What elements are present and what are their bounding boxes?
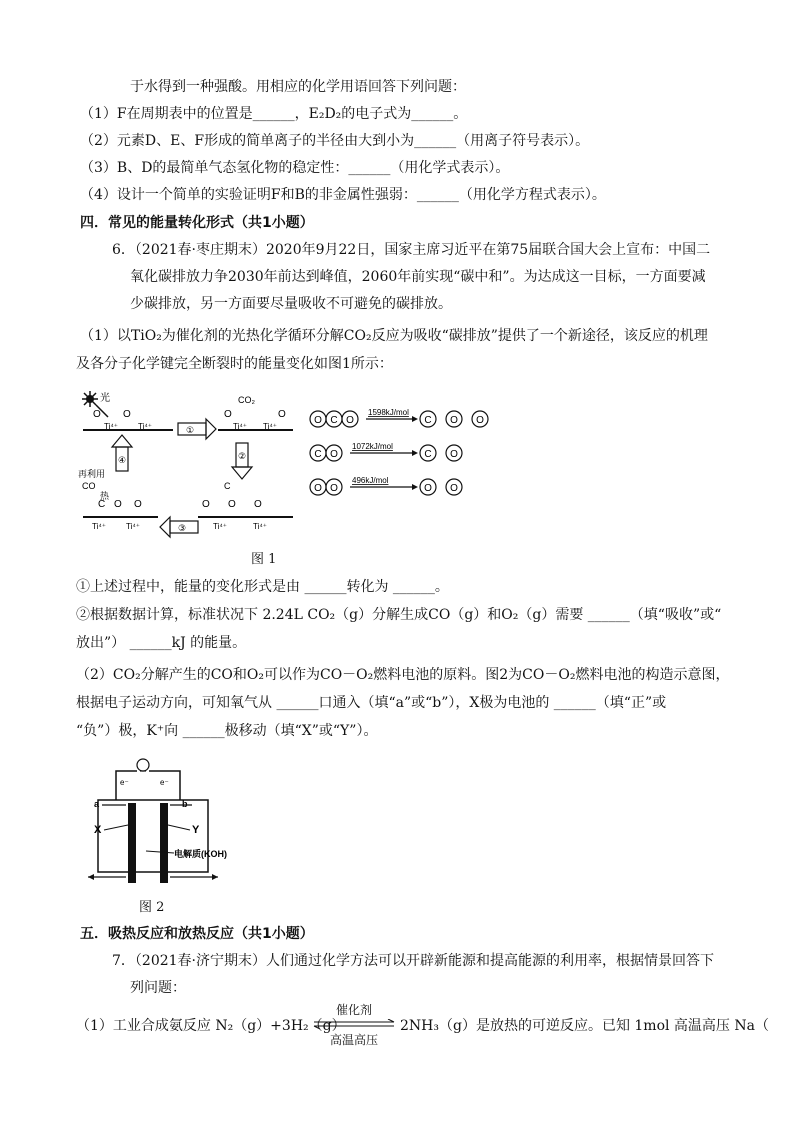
atom-label: O bbox=[450, 415, 458, 426]
electron-label-left: e⁻ bbox=[120, 778, 129, 787]
atom-label: O bbox=[450, 449, 458, 460]
atom-label: O bbox=[476, 415, 484, 426]
question-7-part-1-pre: （1）工业合成氨反应 N₂（g）+3H₂（g） bbox=[76, 1018, 346, 1034]
question-6-line-1: 6．（2021春·枣庄期末）2020年9月22日，国家主席习近平在第75届联合国大会上宣布：中国二 bbox=[112, 242, 711, 258]
svg-text:Ti⁴⁺: Ti⁴⁺ bbox=[263, 422, 278, 431]
question-part-4: （4）设计一个简单的实验证明F和B的非金属性强弱：______（用化学方程式表示）。 bbox=[80, 187, 606, 203]
atom-label: O bbox=[346, 415, 354, 426]
reuse-label: 再利用 bbox=[78, 469, 106, 479]
arrow-head bbox=[412, 484, 418, 490]
step-1-label: ① bbox=[186, 425, 195, 435]
arrow-head bbox=[412, 450, 418, 456]
svg-text:Ti⁴⁺: Ti⁴⁺ bbox=[233, 422, 248, 431]
question-part-1: （1）F在周期表中的位置是______，E₂D₂的电子式为______。 bbox=[80, 106, 468, 122]
svg-text:O: O bbox=[123, 409, 131, 420]
subquestion-2-line-2: 放出”） ______kJ 的能量。 bbox=[76, 635, 247, 651]
atom-label: O bbox=[330, 483, 338, 494]
subquestion-1: ①上述过程中，能量的变化形式是由 ______转化为 ______。 bbox=[76, 579, 449, 595]
atom-label: C bbox=[330, 415, 338, 426]
atom-label: O bbox=[314, 415, 322, 426]
section-heading-5: 五．吸热反应和放热反应（共1小题） bbox=[80, 926, 314, 942]
svg-text:O: O bbox=[278, 409, 286, 420]
svg-text:O: O bbox=[134, 499, 142, 510]
step-2-label: ② bbox=[238, 451, 247, 461]
atom-label: C bbox=[424, 449, 432, 460]
svg-text:C: C bbox=[224, 481, 231, 491]
question-part-3: （3）B、D的最简单气态氢化物的稳定性：______（用化学式表示）。 bbox=[80, 160, 510, 176]
svg-text:O: O bbox=[228, 499, 236, 510]
svg-text:O: O bbox=[114, 499, 122, 510]
arrow-head bbox=[412, 416, 418, 422]
atom-label: O bbox=[424, 483, 432, 494]
light-bulb-icon bbox=[137, 759, 149, 771]
figure-1-cycle-diagram bbox=[78, 385, 298, 545]
figure-2-fuel-cell-diagram bbox=[88, 755, 268, 890]
question-6-line-2: 氧化碳排放力争2030年前达到峰值，2060年前实现“碳中和”。为达成这一目标，一方面要减 bbox=[130, 269, 706, 285]
svg-text:Ti⁴⁺: Ti⁴⁺ bbox=[92, 522, 107, 531]
svg-text:O: O bbox=[224, 409, 232, 420]
co2-label: CO₂ bbox=[238, 395, 255, 405]
atom-label: C bbox=[314, 449, 322, 460]
svg-text:Ti⁴⁺: Ti⁴⁺ bbox=[104, 422, 119, 431]
reversible-arrow-icon bbox=[312, 1019, 396, 1029]
electron-label-right: e⁻ bbox=[160, 778, 169, 787]
atom-label: O bbox=[314, 483, 322, 494]
text-line: 于水得到一种强酸。用相应的化学用语回答下列问题： bbox=[130, 79, 466, 95]
question-6-part-1-line-2: 及各分子化学键完全断裂时的能量变化如图1所示： bbox=[76, 356, 393, 372]
question-7-line-1: 7．（2021春·济宁期末）人们通过化学方法可以开辟新能源和提高能源的利用率，根据情景回答下 bbox=[112, 953, 714, 969]
svg-text:Ti⁴⁺: Ti⁴⁺ bbox=[253, 522, 268, 531]
inlet-a-label: a bbox=[94, 799, 100, 809]
atom-label: C bbox=[424, 415, 432, 426]
co-label: CO bbox=[82, 481, 96, 491]
electrode-x-label: X bbox=[94, 824, 102, 836]
figure-2-caption: 图 2 bbox=[139, 900, 165, 915]
svg-text:Ti⁴⁺: Ti⁴⁺ bbox=[138, 422, 153, 431]
section-heading-4: 四．常见的能量转化形式（共1小题） bbox=[80, 215, 314, 231]
electrolyte-label: 电解质(KOH) bbox=[174, 849, 227, 859]
question-6-part-2-line-3: “负”）极，K⁺向 ______极移动（填“X”或“Y”）。 bbox=[76, 723, 378, 739]
bond-energy-label: 1072kJ/mol bbox=[352, 442, 393, 451]
svg-text:C: C bbox=[98, 499, 106, 510]
svg-text:Ti⁴⁺: Ti⁴⁺ bbox=[213, 522, 228, 531]
question-6-part-2-line-2: 根据电子运动方向，可知氧气从 ______口通入（填“a”或“b”），X极为电池的 ______（填“正”或 bbox=[76, 695, 667, 711]
subquestion-2-line-1: ②根据数据计算，标准状况下 2.24L CO₂（g）分解生成CO（g）和O₂（g）需要 ______（填“吸收”或“ bbox=[76, 607, 722, 623]
light-icon bbox=[82, 391, 98, 407]
reaction-condition bbox=[312, 1003, 396, 1047]
question-7-line-2: 列问题： bbox=[130, 980, 186, 996]
heat-label: 热 bbox=[100, 491, 110, 501]
svg-text:O: O bbox=[93, 409, 101, 420]
svg-text:Ti⁴⁺: Ti⁴⁺ bbox=[126, 522, 141, 531]
question-part-2: （2）元素D、E、F形成的简单离子的半径由大到小为______（用离子符号表示）。 bbox=[80, 133, 590, 149]
bond-energy-label: 496kJ/mol bbox=[352, 476, 389, 485]
atom-label: O bbox=[450, 483, 458, 494]
question-7-part-1-post: 2NH₃（g）是放热的可逆反应。已知 1mol 高温高压 Na（ bbox=[400, 1018, 769, 1034]
electrode-y-label: Y bbox=[192, 824, 200, 836]
catalyst-label: 催化剂 bbox=[335, 1003, 372, 1017]
light-label: 光 bbox=[100, 393, 110, 404]
inlet-b-label: b bbox=[182, 799, 188, 809]
question-6-line-3: 少碳排放，另一方面要尽量吸收不可避免的碳排放。 bbox=[130, 296, 452, 312]
conditions-label: 高温高压 bbox=[329, 1033, 378, 1047]
question-6-part-2-line-1: （2）CO₂分解产生的CO和O₂可以作为CO－O₂燃料电池的原料。图2为CO－O₂燃料电池的构造示意图， bbox=[76, 667, 730, 683]
bond-energy-label: 1598kJ/mol bbox=[368, 408, 409, 417]
step-3-label: ③ bbox=[178, 523, 187, 533]
figure-1-bond-energy-diagram bbox=[308, 405, 498, 515]
step-4-label: ④ bbox=[118, 455, 127, 465]
atom-label: O bbox=[330, 449, 338, 460]
svg-text:O: O bbox=[254, 499, 262, 510]
question-6-part-1-line-1: （1）以TiO₂为催化剂的光热化学循环分解CO₂反应为吸收“碳排放”提供了一个新途径，该反应的机理 bbox=[80, 328, 708, 344]
svg-text:O: O bbox=[202, 499, 210, 510]
figure-1-caption: 图 1 bbox=[251, 552, 277, 567]
